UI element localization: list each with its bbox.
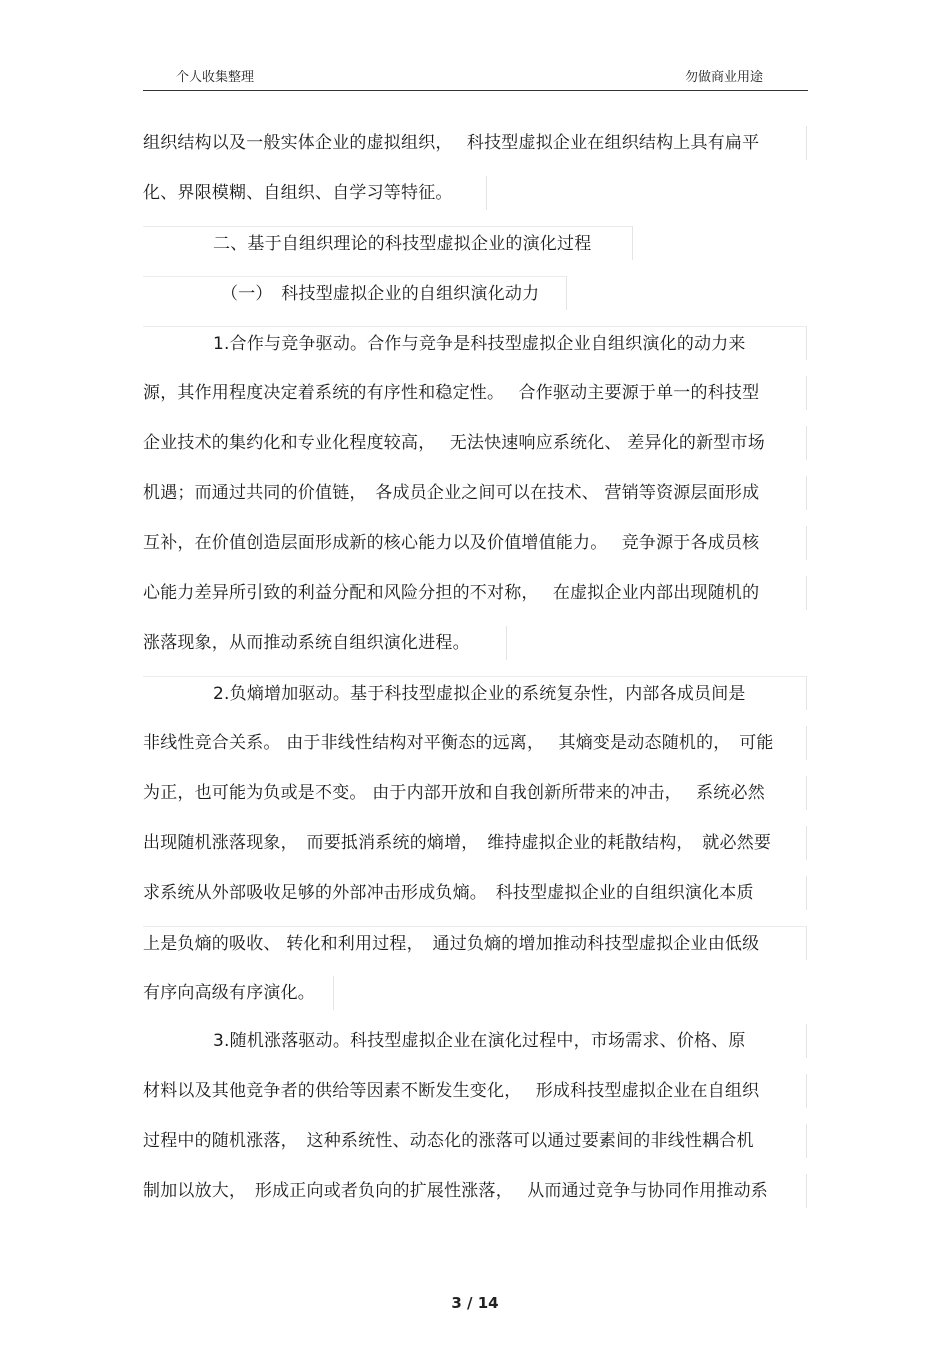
paragraph-first-line: 2.负熵增加驱动。基于科技型虚拟企业的系统复杂性，内部各成员间是 [143, 676, 807, 710]
text-line: 非线性竞合关系。 由于非线性结构对平衡态的远离， 其熵变是动态随机的， 可能 [143, 726, 807, 760]
header-divider [143, 90, 808, 91]
section-heading: 二、基于自组织理论的科技型虚拟企业的演化过程 [143, 226, 633, 260]
text-line: 心能力差异所引致的利益分配和风险分担的不对称， 在虚拟企业内部出现随机的 [143, 576, 807, 610]
text-line: 出现随机涨落现象， 而要抵消系统的熵增， 维持虚拟企业的耗散结构， 就必然要 [143, 826, 807, 860]
header-left-text: 个人收集整理 [176, 70, 255, 85]
paragraph-first-line: 3.随机涨落驱动。科技型虚拟企业在演化过程中，市场需求、价格、原 [143, 1024, 807, 1058]
paragraph-first-line: 1.合作与竞争驱动。合作与竞争是科技型虚拟企业自组织演化的动力来 [143, 326, 807, 360]
text-line: 源，其作用程度决定着系统的有序性和稳定性。 合作驱动主要源于单一的科技型 [143, 376, 807, 410]
text-line: 制加以放大， 形成正向或者负向的扩展性涨落， 从而通过竞争与协同作用推动系 [143, 1174, 807, 1208]
text-line: 涨落现象，从而推动系统自组织演化进程。 [143, 626, 507, 660]
text-line: 互补，在价值创造层面形成新的核心能力以及价值增值能力。 竞争源于各成员核 [143, 526, 807, 560]
text-line: 过程中的随机涨落， 这种系统性、动态化的涨落可以通过要素间的非线性耦合机 [143, 1124, 807, 1158]
text-line: 化、界限模糊、自组织、自学习等特征。 [143, 176, 487, 210]
subsection-heading: （一） 科技型虚拟企业的自组织演化动力 [143, 276, 567, 310]
header-right-text: 勿做商业用途 [684, 70, 763, 85]
text-line: 有序向高级有序演化。 [143, 976, 334, 1010]
page-number: 3 / 14 [451, 1294, 499, 1312]
text-line: 材料以及其他竞争者的供给等因素不断发生变化， 形成科技型虚拟企业在自组织 [143, 1074, 807, 1108]
text-line: 机遇；而通过共同的价值链， 各成员企业之间可以在技术、 营销等资源层面形成 [143, 476, 807, 510]
text-line: 企业技术的集约化和专业化程度较高， 无法快速响应系统化、 差异化的新型市场 [143, 426, 807, 460]
text-line: 为正，也可能为负或是不变。 由于内部开放和自我创新所带来的冲击， 系统必然 [143, 776, 807, 810]
text-line: 组织结构以及一般实体企业的虚拟组织， 科技型虚拟企业在组织结构上具有扁平 [143, 126, 807, 160]
text-line: 上是负熵的吸收、 转化和利用过程， 通过负熵的增加推动科技型虚拟企业由低级 [143, 926, 807, 960]
text-line: 求系统从外部吸收足够的外部冲击形成负熵。 科技型虚拟企业的自组织演化本质 [143, 876, 807, 910]
